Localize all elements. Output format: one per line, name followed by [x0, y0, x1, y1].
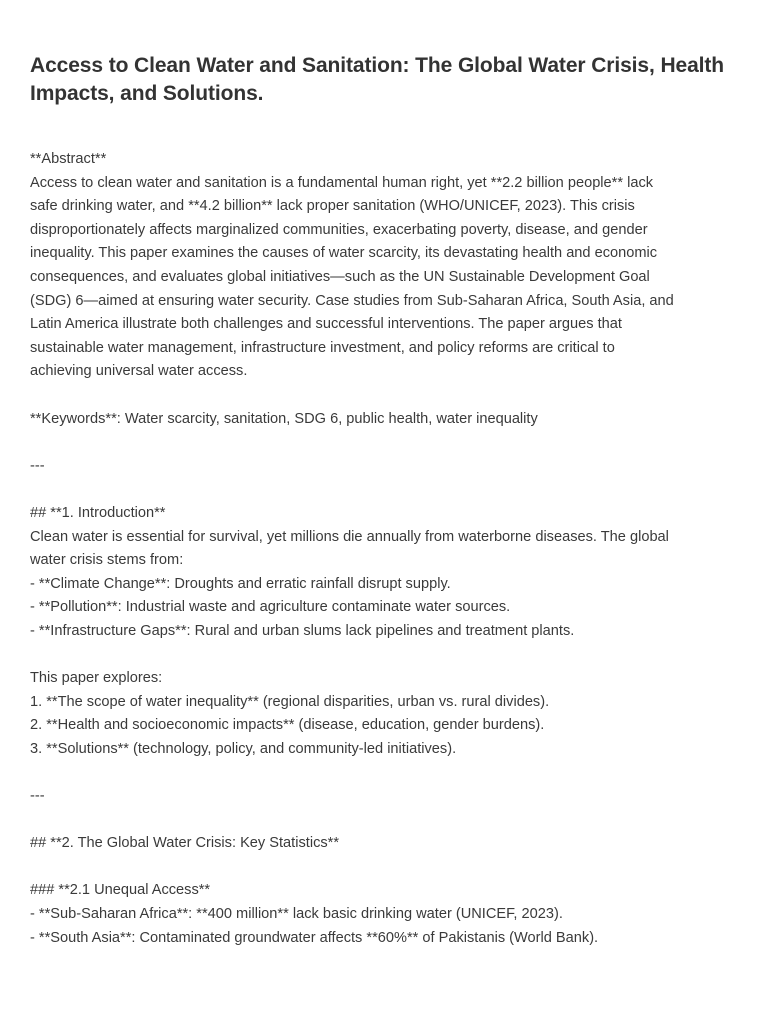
keywords-line: **Keywords**: Water scarcity, sanitation, SDG 6, public health, water inequality	[30, 410, 538, 427]
title-line: Access to Clean Water and Sanitation: The Global Water Crisis, Health	[30, 54, 725, 77]
separator: ---	[30, 457, 45, 474]
separator: ---	[30, 788, 45, 805]
paragraph-line: Clean water is essential for survival, yet millions die annually from waterborne diseases. The global	[30, 528, 669, 545]
numbered-item: 1. **The scope of water inequality** (regional disparities, urban vs. rural divides).	[30, 693, 550, 710]
abstract-heading: **Abstract**	[30, 151, 107, 167]
abstract-line: safe drinking water, and **4.2 billion** lack proper sanitation (WHO/UNICEF, 2023). This crisis	[30, 198, 635, 215]
abstract-line: achieving universal water access.	[30, 363, 248, 380]
section-heading-statistics: ## **2. The Global Water Crisis: Key Statistics**	[30, 835, 340, 852]
document-title	[30, 52, 742, 108]
abstract-line: inequality. This paper examines the causes of water scarcity, its devastating health and economic	[30, 245, 658, 262]
blank-line	[30, 431, 742, 455]
abstract-line: consequences, and evaluates global initiatives—such as the UN Sustainable Development Goal	[30, 268, 650, 285]
abstract-line: sustainable water management, infrastructure investment, and policy reforms are critical to	[30, 339, 615, 356]
blank-line	[30, 478, 742, 502]
paragraph-line: This paper explores:	[30, 670, 163, 687]
bullet-item: - **Infrastructure Gaps**: Rural and urban slums lack pipelines and treatment plants.	[30, 622, 575, 639]
abstract-line: Latin America illustrate both challenges and successful interventions. The paper argues that	[30, 316, 622, 333]
abstract-line: Access to clean water and sanitation is a fundamental human right, yet **2.2 billion people** lack	[30, 174, 654, 191]
paragraph-line: water crisis stems from:	[30, 552, 184, 569]
document	[30, 52, 742, 950]
section-heading-introduction: ## **1. Introduction**	[30, 504, 166, 521]
numbered-item: 3. **Solutions** (technology, policy, and community-led initiatives).	[30, 740, 457, 757]
blank-line	[30, 761, 742, 785]
document-body	[30, 148, 742, 950]
title-line: Impacts, and Solutions.	[30, 82, 264, 105]
bullet-item: - **Climate Change**: Droughts and erratic rainfall disrupt supply.	[30, 575, 451, 592]
numbered-item: 2. **Health and socioeconomic impacts** (disease, education, gender burdens).	[30, 717, 545, 734]
blank-line	[30, 643, 742, 667]
bullet-item: - **Pollution**: Industrial waste and agriculture contaminate water sources.	[30, 599, 511, 616]
bullet-item: - **South Asia**: Contaminated groundwater affects **60%** of Pakistanis (World Bank).	[30, 929, 599, 946]
subsection-heading-unequal-access: ### **2.1 Unequal Access**	[30, 882, 211, 899]
blank-line	[30, 809, 742, 833]
blank-line	[30, 384, 742, 408]
blank-line	[30, 856, 742, 880]
bullet-item: - **Sub-Saharan Africa**: **400 million** lack basic drinking water (UNICEF, 2023).	[30, 906, 563, 922]
abstract-line: (SDG) 6—aimed at ensuring water security. Case studies from Sub-Saharan Africa, South Asia, and	[30, 292, 674, 309]
abstract-line: disproportionately affects marginalized communities, exacerbating poverty, disease, and gender	[30, 221, 648, 238]
